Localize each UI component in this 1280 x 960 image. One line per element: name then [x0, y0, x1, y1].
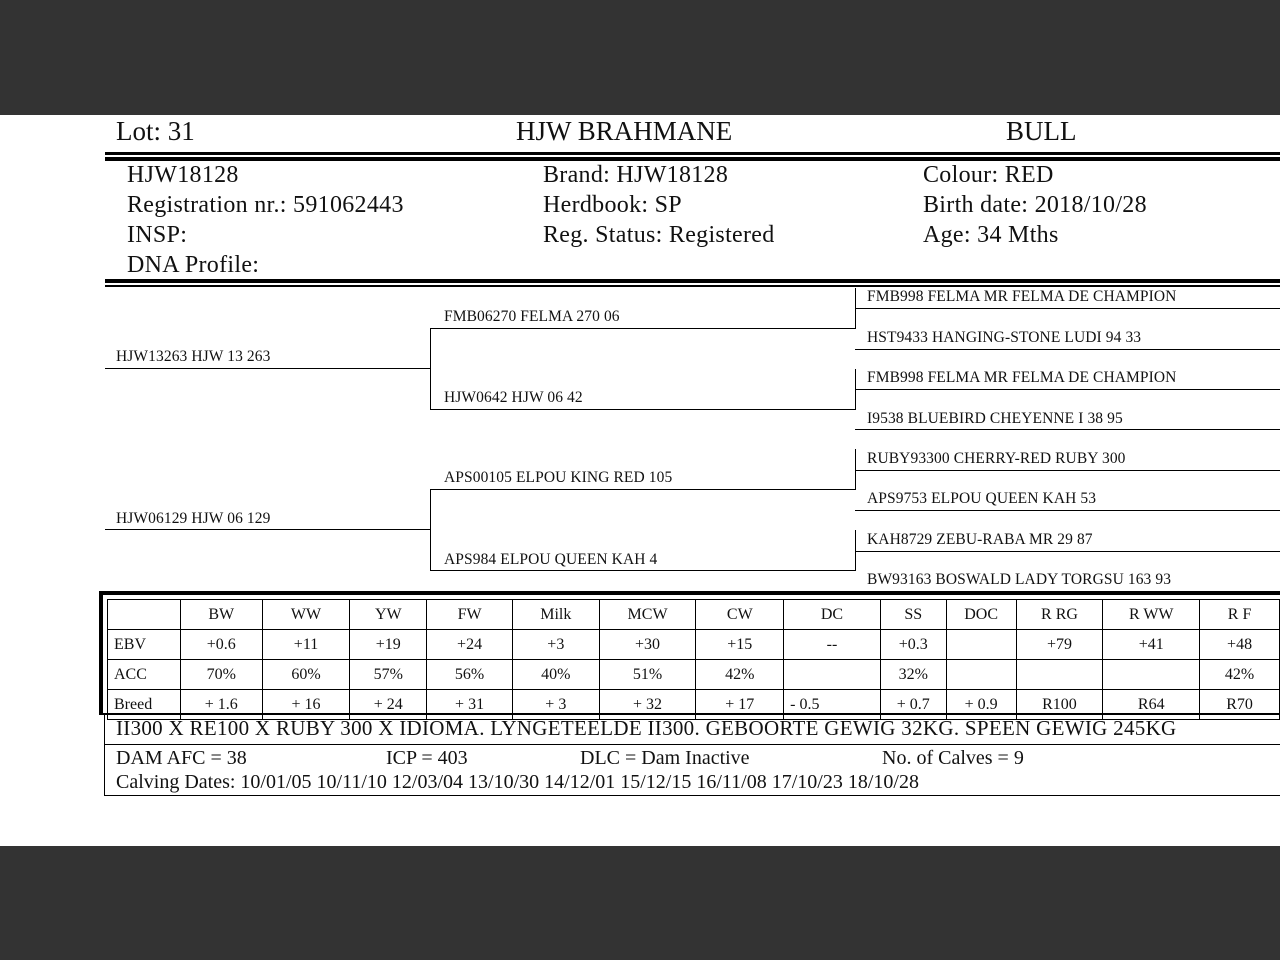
pedigree-line: [855, 349, 1280, 350]
age: Age: 34 Mths: [923, 222, 1059, 248]
ebv-header-ww: WW: [262, 600, 350, 630]
pedigree-ggp-3: FMB998 FELMA MR FELMA DE CHAMPION: [867, 369, 1177, 386]
ebv-row-label: EBV: [108, 630, 181, 660]
pedigree-sire: HJW13263 HJW 13 263: [116, 348, 271, 365]
bottom-dark-bar: [0, 846, 1280, 960]
remarks: II300 X RE100 X RUBY 300 X IDIOMA. LYNGETEELDE II300. GEBOORTE GEWIG 32KG. SPEEN GEWIG 245KG: [116, 716, 1177, 740]
ebv-cell: 32%: [880, 660, 946, 690]
remarks-divider: [104, 744, 1280, 745]
sex-label: BULL: [1006, 116, 1077, 146]
ebv-table: [107, 599, 1280, 720]
pedigree-line: [430, 328, 431, 409]
ebv-cell: [946, 660, 1016, 690]
pedigree-line: [430, 328, 856, 329]
ebv-header-r-rg: R RG: [1016, 600, 1103, 630]
registration-number: Registration nr.: 591062443: [127, 192, 404, 218]
ebv-cell: + 16: [262, 690, 350, 720]
pedigree-line: [430, 570, 856, 571]
ebv-header-doc: DOC: [946, 600, 1016, 630]
ebv-cell: [1016, 660, 1103, 690]
ebv-cell: +19: [350, 630, 427, 660]
pedigree-ggp-8: BW93163 BOSWALD LADY TORGSU 163 93: [867, 571, 1172, 588]
ebv-cell: 70%: [180, 660, 262, 690]
dam-no-of-calves: No. of Calves = 9: [882, 747, 1024, 769]
ebv-cell: +0.6: [180, 630, 262, 660]
brand: Brand: HJW18128: [543, 162, 729, 188]
top-dark-bar: [0, 0, 1280, 115]
ebv-cell: [1103, 660, 1200, 690]
ebv-header-r-ww: R WW: [1103, 600, 1200, 630]
ebv-cell: - 0.5: [784, 690, 881, 720]
ebv-cell: 42%: [696, 660, 784, 690]
ebv-header-bw: BW: [180, 600, 262, 630]
dam-dlc: DLC = Dam Inactive: [580, 747, 750, 769]
pedigree-ggp-6: APS9753 ELPOU QUEEN KAH 53: [867, 490, 1097, 507]
ebv-cell: + 17: [696, 690, 784, 720]
ebv-header-cw: CW: [696, 600, 784, 630]
ebv-cell: + 0.9: [946, 690, 1016, 720]
dam-icp: ICP = 403: [386, 747, 468, 769]
pedigree-line: [105, 529, 431, 530]
ebv-cell: 57%: [350, 660, 427, 690]
ebv-header-fw: FW: [427, 600, 513, 630]
pedigree-line: [105, 368, 431, 369]
ebv-cell: 40%: [512, 660, 599, 690]
catalogue-page: [0, 115, 1280, 846]
ebv-cell: + 24: [350, 690, 427, 720]
lot-number: Lot: 31: [116, 116, 195, 146]
birth-date: Birth date: 2018/10/28: [923, 192, 1147, 218]
ebv-cell: 56%: [427, 660, 513, 690]
ebv-header-milk: Milk: [512, 600, 599, 630]
header-rule-top: [105, 152, 1280, 155]
pedigree-line: [855, 308, 1280, 309]
ebv-cell: +0.3: [880, 630, 946, 660]
dam-afc: DAM AFC = 38: [116, 747, 247, 769]
ebv-cell: +41: [1103, 630, 1200, 660]
pedigree-line: [430, 489, 856, 490]
info-rule-bottom: [105, 285, 1280, 287]
pedigree-sire-dam: HJW0642 HJW 06 42: [444, 389, 583, 406]
ebv-row-ebv: [108, 630, 1280, 660]
ebv-header-row: [108, 600, 1280, 630]
ebv-cell: [946, 630, 1016, 660]
ebv-cell: + 3: [512, 690, 599, 720]
ebv-cell: 60%: [262, 660, 350, 690]
pedigree-ggp-1: FMB998 FELMA MR FELMA DE CHAMPION: [867, 288, 1177, 305]
ebv-header-r-f: R F: [1200, 600, 1280, 630]
ebv-header-ss: SS: [880, 600, 946, 630]
ebv-cell: R100: [1016, 690, 1103, 720]
dam-info-bottom-rule: [104, 795, 1280, 796]
pedigree-ggp-4: I9538 BLUEBIRD CHEYENNE I 38 95: [867, 410, 1123, 427]
ebv-cell: + 32: [599, 690, 696, 720]
pedigree-ggp-2: HST9433 HANGING-STONE LUDI 94 33: [867, 329, 1142, 346]
ebv-cell: 51%: [599, 660, 696, 690]
pedigree-line: [430, 489, 431, 571]
breed-title: HJW BRAHMANE: [516, 116, 733, 146]
header-rule-bottom: [105, 157, 1280, 161]
ebv-cell: + 31: [427, 690, 513, 720]
ebv-cell: +24: [427, 630, 513, 660]
ebv-cell: +79: [1016, 630, 1103, 660]
pedigree-line: [430, 409, 856, 410]
pedigree-ggp-7: KAH8729 ZEBU-RABA MR 29 87: [867, 531, 1093, 548]
calving-dates: Calving Dates: 10/01/05 10/11/10 12/03/04 13/10/30 14/12/01 15/12/15 16/11/08 17/10/23 18/10/28: [116, 771, 919, 793]
ebv-row-breed: [108, 690, 1280, 720]
ebv-header-dc: DC: [784, 600, 881, 630]
ebv-cell: [784, 660, 881, 690]
ebv-cell: --: [784, 630, 881, 660]
ebv-cell: 42%: [1200, 660, 1280, 690]
colour: Colour: RED: [923, 162, 1054, 188]
reg-status: Reg. Status: Registered: [543, 222, 775, 248]
pedigree-line: [855, 429, 1280, 430]
herdbook: Herdbook: SP: [543, 192, 682, 218]
ebv-cell: +48: [1200, 630, 1280, 660]
ebv-cell: +30: [599, 630, 696, 660]
ebv-cell: +15: [696, 630, 784, 660]
pedigree-line: [855, 470, 1280, 471]
remarks-border-left: [104, 713, 105, 796]
ebv-row-label: Breed: [108, 690, 181, 720]
ebv-cell: + 0.7: [880, 690, 946, 720]
ebv-row-acc: [108, 660, 1280, 690]
ebv-cell: +11: [262, 630, 350, 660]
pedigree-line: [855, 389, 1280, 390]
ebv-cell: +3: [512, 630, 599, 660]
pedigree-line: [855, 510, 1280, 511]
pedigree-line: [855, 551, 1280, 552]
ebv-corner-cell: [108, 600, 181, 630]
animal-id: HJW18128: [127, 162, 239, 188]
pedigree-dam-dam: APS984 ELPOU QUEEN KAH 4: [444, 551, 658, 568]
pedigree-dam: HJW06129 HJW 06 129: [116, 510, 271, 527]
ebv-cell: R64: [1103, 690, 1200, 720]
ebv-rule-top: [99, 591, 1280, 595]
info-rule-top: [105, 279, 1280, 283]
ebv-cell: + 1.6: [180, 690, 262, 720]
dna-profile: DNA Profile:: [127, 252, 260, 278]
pedigree-dam-sire: APS00105 ELPOU KING RED 105: [444, 469, 673, 486]
ebv-rule-left: [99, 591, 103, 715]
pedigree-ggp-5: RUBY93300 CHERRY-RED RUBY 300: [867, 450, 1126, 467]
ebv-header-yw: YW: [350, 600, 427, 630]
ebv-row-label: ACC: [108, 660, 181, 690]
pedigree-sire-sire: FMB06270 FELMA 270 06: [444, 308, 620, 325]
ebv-header-mcw: MCW: [599, 600, 696, 630]
insp: INSP:: [127, 222, 188, 248]
ebv-cell: R70: [1200, 690, 1280, 720]
